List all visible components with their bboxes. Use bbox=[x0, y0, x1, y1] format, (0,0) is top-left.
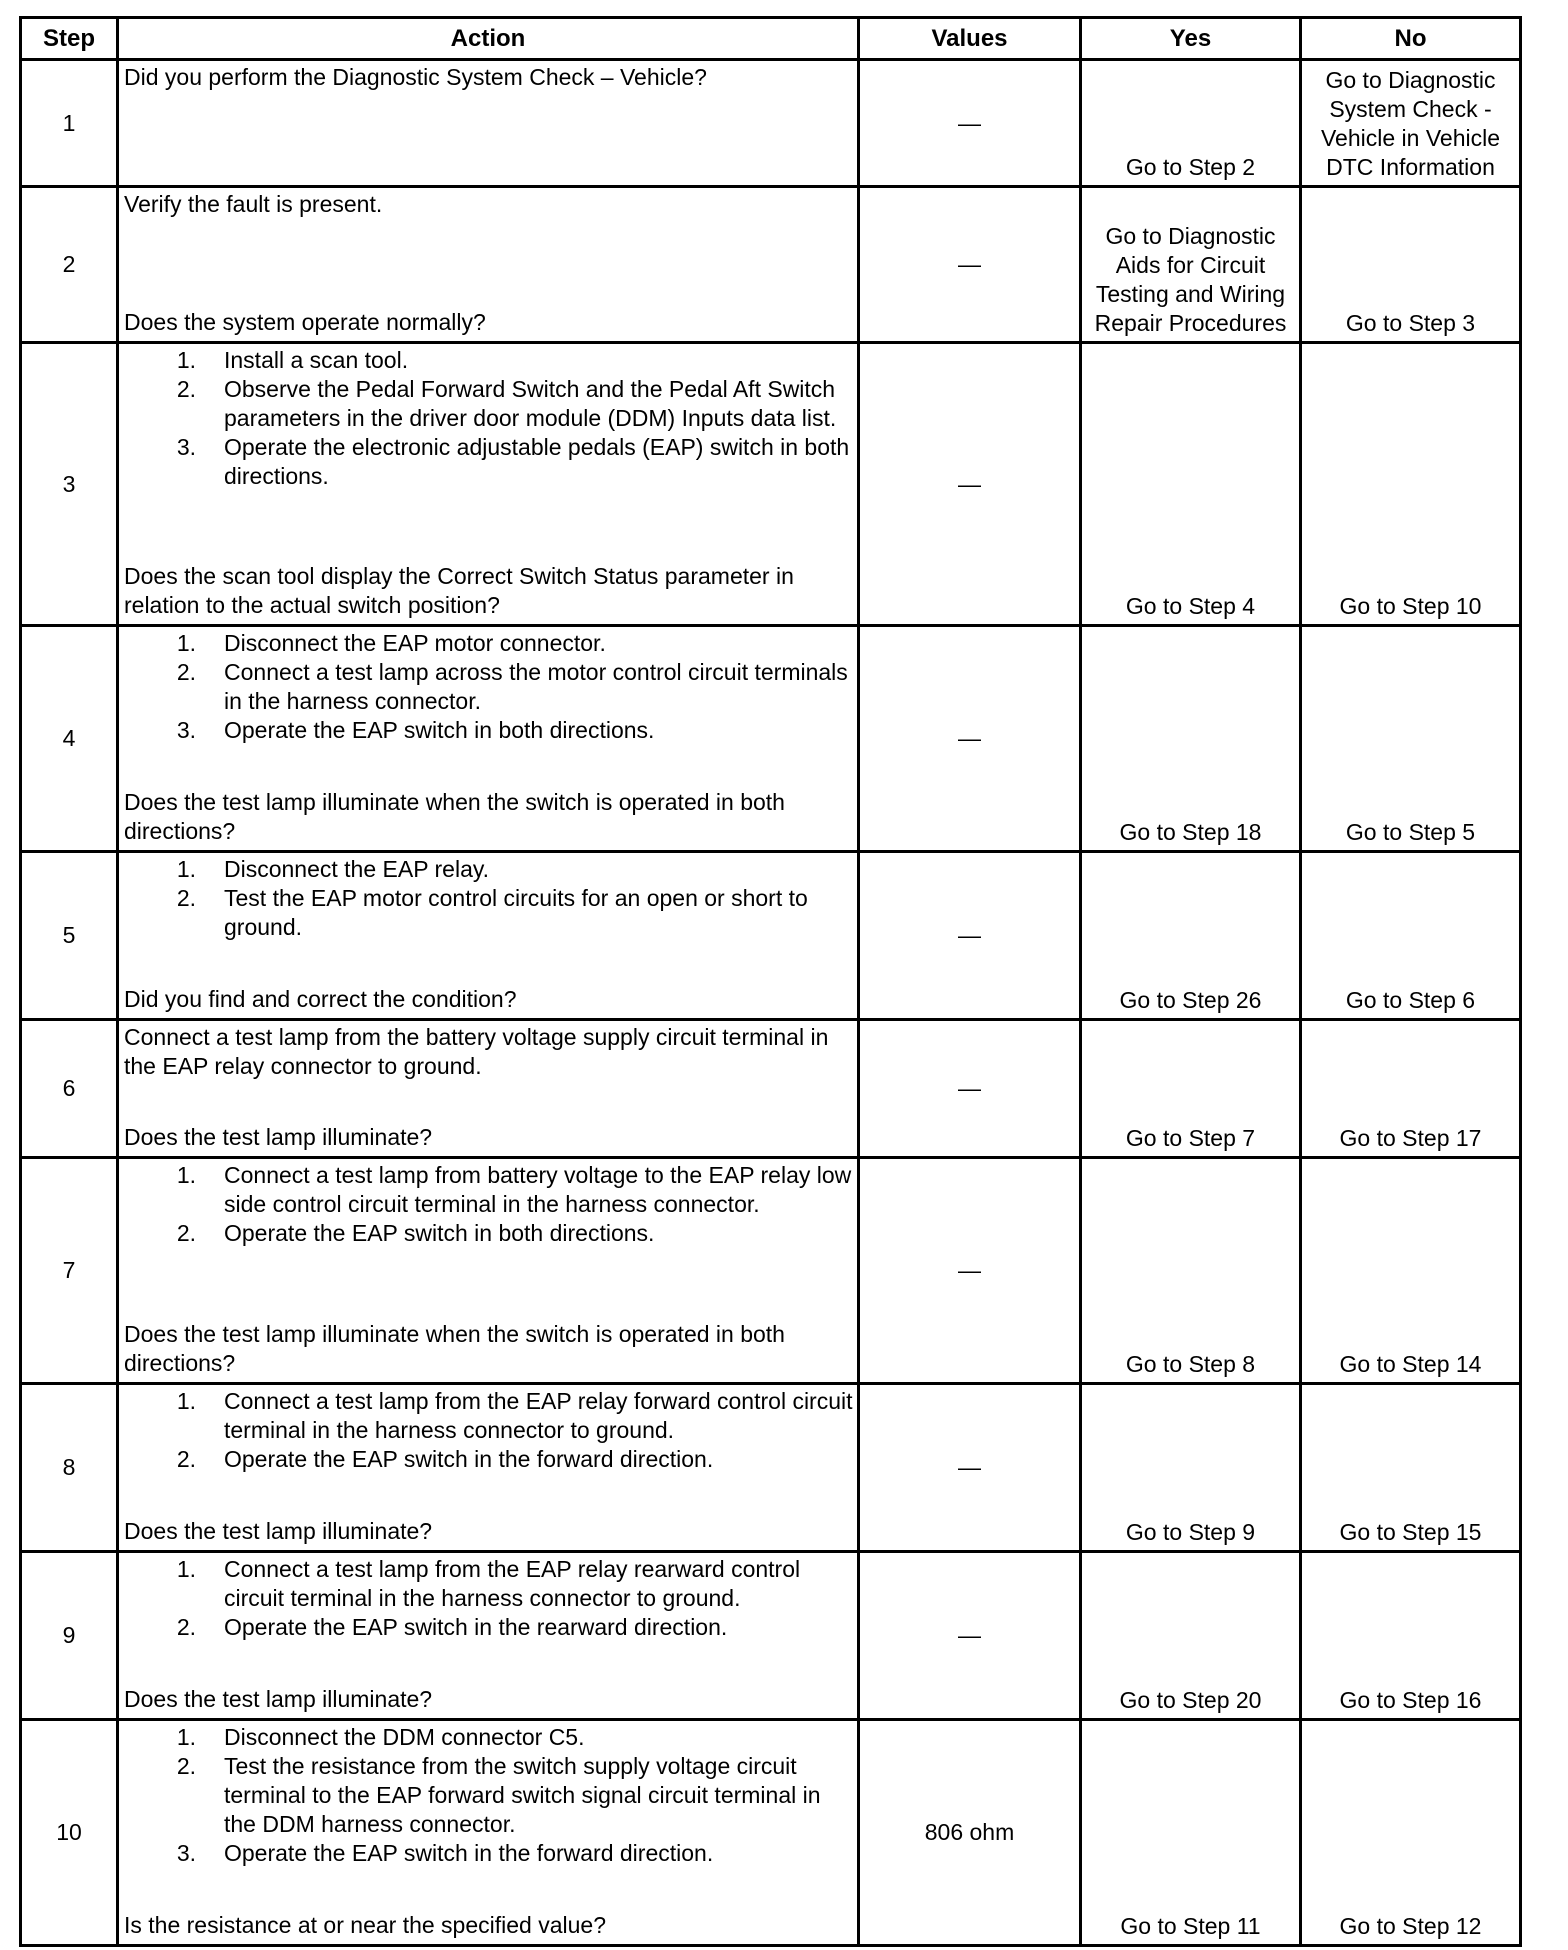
substep-item bbox=[124, 716, 853, 745]
substep-item bbox=[124, 1387, 853, 1445]
no-cell: Go to Step 10 bbox=[1301, 343, 1521, 626]
substep-number: 1. bbox=[176, 856, 196, 882]
no-cell: Go to Step 6 bbox=[1301, 852, 1521, 1020]
value-cell: — bbox=[859, 343, 1081, 626]
yes-cell: Go to Step 11 bbox=[1081, 1720, 1301, 1946]
table-row bbox=[21, 1720, 1521, 1946]
substep-number: 2. bbox=[176, 1446, 196, 1472]
action-cell bbox=[118, 343, 859, 626]
action-question: Does the test lamp illuminate? bbox=[124, 1686, 433, 1712]
substep-text: Connect a test lamp from battery voltage to the EAP relay low side control circuit terminal in the harness connector. bbox=[224, 1162, 852, 1217]
header-row bbox=[21, 18, 1521, 60]
substep-item bbox=[124, 1219, 853, 1248]
no-cell: Go to Step 16 bbox=[1301, 1552, 1521, 1720]
substep-item bbox=[124, 1445, 853, 1474]
table-row bbox=[21, 60, 1521, 187]
substep-number: 2. bbox=[176, 659, 196, 685]
action-cell bbox=[118, 1552, 859, 1720]
step-number: 7 bbox=[21, 1158, 118, 1384]
no-cell: Go to Step 14 bbox=[1301, 1158, 1521, 1384]
no-cell: Go to Step 15 bbox=[1301, 1384, 1521, 1552]
yes-cell: Go to Step 9 bbox=[1081, 1384, 1301, 1552]
step-number: 4 bbox=[21, 626, 118, 852]
substep-text: Disconnect the EAP relay. bbox=[224, 856, 490, 882]
step-number: 6 bbox=[21, 1020, 118, 1158]
action-question: Is the resistance at or near the specified value? bbox=[124, 1912, 607, 1938]
value-cell: — bbox=[859, 60, 1081, 187]
table-row bbox=[21, 1384, 1521, 1552]
no-cell: Go to Step 12 bbox=[1301, 1720, 1521, 1946]
substep-number: 2. bbox=[176, 885, 196, 911]
header-step: Step bbox=[21, 18, 118, 60]
value-cell: — bbox=[859, 1020, 1081, 1158]
substep-item bbox=[124, 1555, 853, 1613]
substep-item bbox=[124, 855, 853, 884]
substep-list bbox=[124, 346, 853, 491]
value-cell: — bbox=[859, 1384, 1081, 1552]
table-row bbox=[21, 187, 1521, 343]
substep-text: Observe the Pedal Forward Switch and the Pedal Aft Switch parameters in the driver door module (DDM) Inputs data list. bbox=[224, 376, 837, 431]
table-row bbox=[21, 343, 1521, 626]
substep-item bbox=[124, 346, 853, 375]
action-question: Does the test lamp illuminate when the switch is operated in both directions? bbox=[124, 789, 785, 844]
action-cell bbox=[118, 1020, 859, 1158]
action-question: Does the scan tool display the Correct Switch Status parameter in relation to the actual switch position? bbox=[124, 563, 794, 618]
yes-cell: Go to Step 2 bbox=[1081, 60, 1301, 187]
substep-number: 2. bbox=[176, 1614, 196, 1640]
action-cell bbox=[118, 1720, 859, 1946]
step-number: 8 bbox=[21, 1384, 118, 1552]
action-intro: Connect a test lamp from the battery voltage supply circuit terminal in the EAP relay connector to ground. bbox=[124, 1024, 829, 1079]
no-cell: Go to Step 3 bbox=[1301, 187, 1521, 343]
yes-cell: Go to Step 7 bbox=[1081, 1020, 1301, 1158]
substep-item bbox=[124, 629, 853, 658]
value-cell: — bbox=[859, 1158, 1081, 1384]
substep-item bbox=[124, 1839, 853, 1868]
action-question: Does the test lamp illuminate? bbox=[124, 1518, 433, 1544]
action-cell bbox=[118, 626, 859, 852]
substep-item bbox=[124, 1161, 853, 1219]
table-row bbox=[21, 1552, 1521, 1720]
substep-text: Connect a test lamp across the motor control circuit terminals in the harness connector. bbox=[224, 659, 848, 714]
substep-text: Operate the electronic adjustable pedals (EAP) switch in both directions. bbox=[224, 434, 850, 489]
yes-cell: Go to Step 18 bbox=[1081, 626, 1301, 852]
substep-text: Operate the EAP switch in the forward direction. bbox=[224, 1446, 714, 1472]
value-cell: — bbox=[859, 1552, 1081, 1720]
yes-cell: Go to Step 20 bbox=[1081, 1552, 1301, 1720]
header-values: Values bbox=[859, 18, 1081, 60]
substep-number: 1. bbox=[176, 1162, 196, 1188]
substep-text: Install a scan tool. bbox=[224, 347, 409, 373]
substep-item bbox=[124, 433, 853, 491]
action-cell bbox=[118, 60, 859, 187]
step-number: 5 bbox=[21, 852, 118, 1020]
action-cell bbox=[118, 1384, 859, 1552]
substep-list bbox=[124, 1387, 853, 1474]
step-number: 1 bbox=[21, 60, 118, 187]
no-cell: Go to Diagnostic System Check - Vehicle in Vehicle DTC Information bbox=[1301, 60, 1521, 187]
value-cell: — bbox=[859, 187, 1081, 343]
step-number: 9 bbox=[21, 1552, 118, 1720]
substep-item bbox=[124, 658, 853, 716]
header-yes: Yes bbox=[1081, 18, 1301, 60]
yes-cell: Go to Step 8 bbox=[1081, 1158, 1301, 1384]
substep-text: Disconnect the DDM connector C5. bbox=[224, 1724, 585, 1750]
no-cell: Go to Step 5 bbox=[1301, 626, 1521, 852]
no-cell: Go to Step 17 bbox=[1301, 1020, 1521, 1158]
action-question: Did you find and correct the condition? bbox=[124, 986, 517, 1012]
action-question: Does the system operate normally? bbox=[124, 309, 486, 335]
step-number: 10 bbox=[21, 1720, 118, 1946]
substep-text: Operate the EAP switch in the rearward direction. bbox=[224, 1614, 728, 1640]
action-cell bbox=[118, 187, 859, 343]
action-question: Did you perform the Diagnostic System Check – Vehicle? bbox=[124, 64, 707, 90]
action-cell bbox=[118, 852, 859, 1020]
action-question: Does the test lamp illuminate when the switch is operated in both directions? bbox=[124, 1321, 785, 1376]
substep-number: 2. bbox=[176, 1220, 196, 1246]
substep-item bbox=[124, 1613, 853, 1642]
table-row bbox=[21, 626, 1521, 852]
substep-number: 1. bbox=[176, 1388, 196, 1414]
substep-item bbox=[124, 1723, 853, 1752]
substep-number: 1. bbox=[176, 630, 196, 656]
substep-item bbox=[124, 884, 853, 942]
yes-cell: Go to Diagnostic Aids for Circuit Testing and Wiring Repair Procedures bbox=[1081, 187, 1301, 343]
step-number: 3 bbox=[21, 343, 118, 626]
action-question: Does the test lamp illuminate? bbox=[124, 1124, 433, 1150]
table-row bbox=[21, 1158, 1521, 1384]
substep-number: 1. bbox=[176, 347, 196, 373]
substep-number: 1. bbox=[176, 1556, 196, 1582]
substep-text: Operate the EAP switch in both directions. bbox=[224, 717, 655, 743]
substep-number: 2. bbox=[176, 1753, 196, 1779]
value-cell: — bbox=[859, 626, 1081, 852]
table-row bbox=[21, 1020, 1521, 1158]
value-cell: 806 ohm bbox=[859, 1720, 1081, 1946]
header-action: Action bbox=[118, 18, 859, 60]
substep-list bbox=[124, 855, 853, 942]
substep-text: Operate the EAP switch in the forward direction. bbox=[224, 1840, 714, 1866]
substep-number: 3. bbox=[176, 717, 196, 743]
substep-number: 1. bbox=[176, 1724, 196, 1750]
yes-cell: Go to Step 26 bbox=[1081, 852, 1301, 1020]
substep-item bbox=[124, 375, 853, 433]
substep-text: Connect a test lamp from the EAP relay forward control circuit terminal in the harness connector to ground. bbox=[224, 1388, 853, 1443]
substep-text: Disconnect the EAP motor connector. bbox=[224, 630, 606, 656]
table-row bbox=[21, 852, 1521, 1020]
yes-cell: Go to Step 4 bbox=[1081, 343, 1301, 626]
substep-list bbox=[124, 1723, 853, 1868]
header-no: No bbox=[1301, 18, 1521, 60]
substep-number: 3. bbox=[176, 1840, 196, 1866]
substep-text: Test the resistance from the switch supply voltage circuit terminal to the EAP forward switch signal circuit terminal in the DDM harness connector. bbox=[224, 1753, 821, 1837]
substep-list bbox=[124, 629, 853, 745]
action-cell bbox=[118, 1158, 859, 1384]
substep-item bbox=[124, 1752, 853, 1839]
action-intro: Verify the fault is present. bbox=[124, 191, 383, 217]
substep-list bbox=[124, 1555, 853, 1642]
substep-list bbox=[124, 1161, 853, 1248]
substep-number: 2. bbox=[176, 376, 196, 402]
substep-number: 3. bbox=[176, 434, 196, 460]
step-number: 2 bbox=[21, 187, 118, 343]
substep-text: Test the EAP motor control circuits for an open or short to ground. bbox=[224, 885, 808, 940]
substep-text: Connect a test lamp from the EAP relay rearward control circuit terminal in the harness connector to ground. bbox=[224, 1556, 801, 1611]
value-cell: — bbox=[859, 852, 1081, 1020]
substep-text: Operate the EAP switch in both directions. bbox=[224, 1220, 655, 1246]
diagnostic-table bbox=[19, 16, 1522, 1947]
